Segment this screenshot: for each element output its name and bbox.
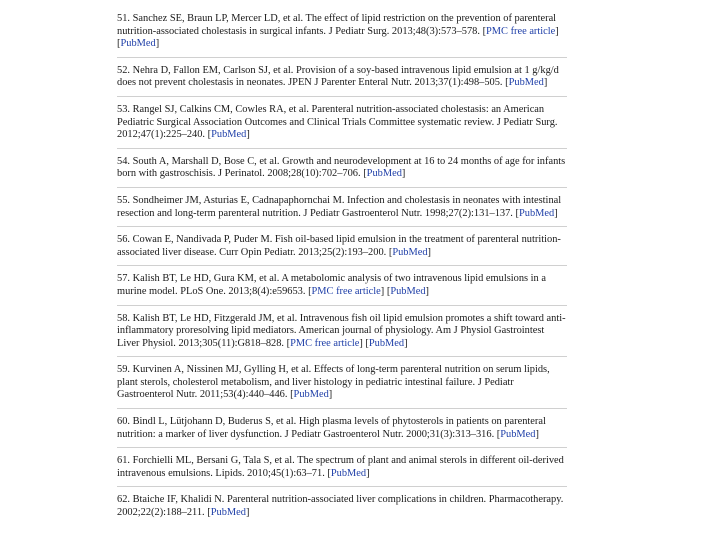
reference-number: 54. bbox=[117, 155, 130, 167]
pubmed-link[interactable]: PubMed bbox=[210, 507, 246, 519]
reference-number: 60. bbox=[117, 416, 130, 428]
reference-number: 57. bbox=[117, 273, 130, 285]
reference-citation: Btaiche IF, Khalidi N. Parenteral nutrition-associated liver complications in children. Pharmacotherapy. 2002;22(2):188–211. bbox=[117, 494, 564, 519]
pubmed-link[interactable]: PubMed bbox=[366, 168, 402, 180]
pmc-free-article-link[interactable]: PMC free article bbox=[290, 337, 360, 349]
link-bracket-open: [ bbox=[482, 25, 487, 37]
reference-number: 58. bbox=[117, 312, 130, 324]
link-bracket-close: ] bbox=[359, 337, 363, 349]
link-bracket-open: [ bbox=[207, 129, 212, 141]
pubmed-link[interactable]: PubMed bbox=[120, 38, 156, 50]
pubmed-link[interactable]: PubMed bbox=[211, 129, 247, 141]
reference-citation: Nehra D, Fallon EM, Carlson SJ, et al. Provision of a soy-based intravenous lipid emulsion at 1 g/kg/d does not prevent cholestasis in neonates. JPEN J Parenter Enteral Nutr. 2013;37(1):498–505. bbox=[117, 64, 559, 89]
link-bracket-close: ] bbox=[555, 25, 559, 37]
link-bracket-open: [ bbox=[386, 285, 391, 297]
reference-citation: Kurvinen A, Nissinen MJ, Gylling H, et al. Effects of long-term parenteral nutrition on serum lipids, plant sterols, cholesterol metabolism, and liver histology in pediatric intestinal failure. J Pediatr Gastroenterol Nutr. 2011;53(4):440–446. bbox=[117, 364, 550, 401]
link-bracket-open: [ bbox=[308, 285, 312, 297]
reference-citation: Cowan E, Nandivada P, Puder M. Fish oil-based lipid emulsion in the treatment of parenteral nutrition-associated liver disease. Curr Opin Pediatr. 2013;25(2):193–200. bbox=[117, 234, 561, 258]
link-bracket-close: ] bbox=[245, 507, 250, 519]
link-bracket-open: [ bbox=[363, 168, 367, 180]
reference-item bbox=[117, 65, 567, 97]
link-bracket-close: ] bbox=[404, 337, 408, 349]
reference-item bbox=[117, 13, 567, 58]
pubmed-link[interactable]: PubMed bbox=[293, 389, 329, 401]
reference-list bbox=[117, 13, 567, 533]
link-bracket-close: ] bbox=[543, 77, 548, 89]
pmc-free-article-link[interactable]: PMC free article bbox=[311, 285, 381, 297]
pmc-free-article-link[interactable]: PMC free article bbox=[486, 25, 556, 37]
link-bracket-open: [ bbox=[327, 467, 331, 479]
reference-citation: Kalish BT, Le HD, Fitzgerald JM, et al. Intravenous fish oil lipid emulsion promotes a shift toward anti-inflammatory proresolving lipid mediators. American journal of physiology. Am J Physiol Gastrointest Liver Physiol. 2013;305(11):G818–828. bbox=[117, 312, 566, 349]
reference-item bbox=[117, 195, 567, 227]
pubmed-link[interactable]: PubMed bbox=[392, 246, 428, 258]
reference-number: 56. bbox=[117, 234, 130, 246]
reference-citation: Sondheimer JM, Asturias E, Cadnapaphornchai M. Infection and cholestasis in neonates with intestinal resection and long-term parenteral nutrition. J Pediatr Gastroenterol Nutr. 1998;27(2):131–137. bbox=[117, 194, 562, 219]
reference-item bbox=[117, 455, 567, 487]
link-bracket-open: [ bbox=[388, 246, 393, 258]
pubmed-link[interactable]: PubMed bbox=[518, 207, 555, 219]
reference-number: 61. bbox=[117, 455, 130, 467]
reference-item bbox=[117, 313, 567, 358]
pubmed-link[interactable]: PubMed bbox=[500, 428, 536, 440]
reference-item bbox=[117, 234, 567, 266]
link-bracket-close: ] bbox=[366, 467, 370, 479]
link-bracket-open: [ bbox=[286, 337, 291, 349]
reference-item bbox=[117, 156, 567, 188]
pubmed-link[interactable]: PubMed bbox=[390, 285, 426, 297]
reference-item bbox=[117, 494, 567, 525]
pubmed-link[interactable]: PubMed bbox=[330, 467, 367, 479]
reference-citation: Bindl L, Lütjohann D, Buderus S, et al. High plasma levels of phytosterols in patients on parenteral nutrition: a marker of liver dysfunction. J Pediatr Gastroenterol Nutr. 2000;31(3):313–316. bbox=[117, 416, 546, 440]
reference-item bbox=[117, 364, 567, 409]
pubmed-link[interactable]: PubMed bbox=[368, 337, 405, 349]
link-bracket-close: ] bbox=[401, 168, 406, 180]
reference-item bbox=[117, 416, 567, 448]
link-bracket-close: ] bbox=[425, 285, 430, 297]
reference-citation: Kalish BT, Le HD, Gura KM, et al. A metabolomic analysis of two intravenous lipid emulsions in a murine model. PLoS One. 2013;8(4):e59653. bbox=[117, 273, 546, 297]
reference-number: 59. bbox=[117, 364, 130, 376]
link-bracket-open: [ bbox=[505, 77, 509, 89]
reference-number: 53. bbox=[117, 103, 130, 115]
link-bracket-close: ] bbox=[554, 207, 558, 219]
link-bracket-close: ] bbox=[328, 389, 333, 401]
reference-number: 62. bbox=[117, 494, 130, 506]
reference-number: 51. bbox=[117, 13, 130, 24]
link-bracket-open: [ bbox=[515, 207, 519, 219]
reference-number: 52. bbox=[117, 64, 130, 76]
reference-citation: Forchielli ML, Bersani G, Tala S, et al. The spectrum of plant and animal sterols in different oil-derived intravenous emulsions. Lipids. 2010;45(1):63–71. bbox=[117, 455, 564, 479]
link-bracket-open: [ bbox=[117, 38, 121, 50]
link-bracket-close: ] bbox=[246, 129, 250, 141]
reference-item bbox=[117, 273, 567, 305]
reference-item bbox=[117, 104, 567, 149]
reference-number: 55. bbox=[117, 194, 130, 206]
link-bracket-open: [ bbox=[365, 337, 369, 349]
link-bracket-close: ] bbox=[535, 428, 539, 440]
reference-citation: Rangel SJ, Calkins CM, Cowles RA, et al. Parenteral nutrition-associated cholestasis: an American Pediatric Surgical Association Outcomes and Clinical Trials Committee systematic review. J Pediatr Surg. 2012;47(1):225–240. bbox=[117, 103, 558, 141]
reference-citation: Sanchez SE, Braun LP, Mercer LD, et al. The effect of lipid restriction on the prevention of parenteral nutrition-associated cholestasis in surgical infants. J Pediatr Surg. 2013;48(3):573–578. bbox=[117, 13, 557, 37]
link-bracket-close: ] bbox=[427, 246, 432, 258]
link-bracket-open: [ bbox=[207, 507, 211, 519]
link-bracket-open: [ bbox=[496, 428, 501, 440]
reference-citation: South A, Marshall D, Bose C, et al. Growth and neurodevelopment at 16 to 24 months of age for infants born with gastroschisis. J Perinatol. 2008;28(10):702–706. bbox=[117, 155, 566, 180]
pubmed-link[interactable]: PubMed bbox=[508, 77, 544, 89]
link-bracket-close: ] bbox=[380, 285, 385, 297]
link-bracket-close: ] bbox=[155, 38, 160, 50]
link-bracket-open: [ bbox=[290, 389, 294, 401]
